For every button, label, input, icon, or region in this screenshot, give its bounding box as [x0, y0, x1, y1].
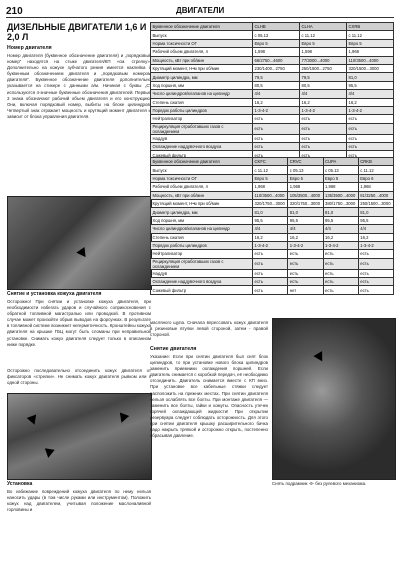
table-cell: 320/1500...3000 — [347, 64, 394, 72]
table-cell: 95,5 — [358, 216, 393, 224]
table-cell: 4/4 — [323, 225, 358, 233]
table-cell: 110/3500...4000 — [347, 56, 394, 64]
table-cell: Евро 6 — [358, 174, 393, 182]
table-cell: есть — [253, 151, 300, 159]
table-cell: есть — [347, 143, 394, 151]
table-cell: 1-3-4-2 — [323, 241, 358, 249]
table-cell: 16,2 — [323, 233, 358, 241]
paragraph-engine-number: Номер двигателя (буквенное обозначение двигателя) и „порядковый номер“ находятся на стыке двигателя/КП «см. стрелку». Дополнительно на кожухе зубчатого ремня имеется наклейка с буквенным обозначением двигателя и „порядковым номером двигателя“. Буквенное обозначение двигателя дополнительно указывается на стикере с данными а/м. Начиная с буквы „С“ используются 4-значные буквенные обозначения двигателей. Первые 3 знака обозначают рабочий объем двигателя и его конструкцию. Они, включая порядковый номер, выбиты на блоке цилиндров. Четвертый знак отражает мощность и крутящий момент двигателя и зависит от блока управления двигателя. — [7, 53, 151, 119]
table-row — [151, 225, 394, 233]
subframe-photo — [272, 318, 396, 480]
table-row — [151, 191, 394, 199]
row-label: Рабочий объем двигателя, л — [151, 183, 253, 191]
table-cell: есть — [253, 258, 288, 269]
paragraph-cover-removal: Осторожно последовательно отсоединить кожух двигателя от фиксаторов «стрелки». Не снимать кожух двигателя рывком или с одной стороны. — [7, 368, 151, 386]
page-header-title: ДВИГАТЕЛИ — [176, 6, 225, 15]
table-row — [151, 123, 394, 134]
table-cell: 81,0 — [253, 208, 288, 216]
arrow-icon — [76, 247, 89, 260]
table-row — [151, 208, 394, 216]
table-cell: 1,968 — [253, 183, 288, 191]
table-cell: 79,5 — [300, 73, 347, 81]
table-cell: с 11.12 — [300, 31, 347, 39]
row-label: Охлаждение наддувочного воздуха — [151, 143, 253, 151]
row-label: Охлаждение наддувочного воздуха — [151, 278, 253, 286]
table-cell: 81,0 — [323, 208, 358, 216]
row-label: Выпуск — [151, 166, 253, 174]
table-cell: 95,5 — [347, 81, 394, 89]
header-engine-code: CRKB — [358, 158, 393, 166]
table-row — [151, 81, 394, 89]
table-cell: с 05.13 — [253, 31, 300, 39]
table-row — [151, 64, 394, 72]
header-engine-code: CXRB — [347, 23, 394, 31]
table-cell: 80,5 — [300, 81, 347, 89]
paragraph-engine-removal: Указание: Если при снятии двигателя был снят блок цилиндров, то при установке нового блока цилиндров заменить приемники охлаждения поршней. Если двигатель снимается с коробкой передач, её необходимо отсоединить. Двигатель снимается вместе с КП вниз. При установке все кабельные стяжки следует расположить на прежних местах. При снятии двигателя нельзя ослаблять все болты. При монтаже двигателя — заменить все болты, гайки и хомуты. Опасность утечек горячей охлаждающей жидкости! При открытии резервуара следует соблюдать осторожность. Для этого при снятии двигателя крышку расширительного бачка надо накрыть тряпкой и осторожно открыть, постепенно сбрасывая давление. — [150, 354, 268, 439]
table-cell: 1-3-4-2 — [253, 241, 288, 249]
table-cell: 81,0 — [358, 208, 393, 216]
table-cell: с 05.13 — [288, 166, 323, 174]
table-cell: есть — [253, 286, 288, 294]
table-cell: 1-3-4-2 — [300, 106, 347, 114]
table-cell: есть — [253, 250, 288, 258]
table-row — [151, 48, 394, 56]
table-cell: есть — [253, 143, 300, 151]
table-cell: есть — [288, 278, 323, 286]
table-cell: есть — [358, 250, 393, 258]
table-cell: 81,0 — [288, 208, 323, 216]
table-cell: Евро 5 — [253, 39, 300, 47]
table-cell: есть — [253, 269, 288, 277]
table-row — [151, 286, 394, 294]
row-label: Число цилиндров/клапанов на цилиндр — [151, 225, 253, 233]
table-cell: есть — [323, 250, 358, 258]
table-cell: 1,598 — [300, 48, 347, 56]
row-label: Наддув — [151, 134, 253, 142]
engine-photo — [7, 196, 152, 290]
table-row — [151, 166, 394, 174]
table-cell: нет — [288, 286, 323, 294]
row-label: Степень сжатия — [151, 98, 253, 106]
table-cell: Евро 5 — [288, 174, 323, 182]
table-cell: 16,2 — [300, 98, 347, 106]
table-cell: есть — [358, 269, 393, 277]
arrow-icon — [313, 351, 326, 364]
header-engine-code: CLHB — [253, 23, 300, 31]
spec-table-2 — [150, 157, 394, 295]
row-label: Ход поршня, мм — [151, 216, 253, 224]
table-cell: 4/4 — [253, 90, 300, 98]
table-cell: 250/1500...2750 — [300, 64, 347, 72]
table-cell: есть — [323, 269, 358, 277]
table-cell: 16,2 — [253, 233, 288, 241]
table-cell: есть — [253, 123, 300, 134]
table-cell: есть — [253, 115, 300, 123]
table-cell: 16,2 — [253, 98, 300, 106]
header-engine-code: CLHA — [300, 23, 347, 31]
caption-subframe: Снять подрамник -9- без рулевого механизма. — [272, 481, 367, 486]
table-row — [151, 73, 394, 81]
table-row — [151, 56, 394, 64]
table-cell: 79,5 — [253, 73, 300, 81]
table-cell: 4/4 — [253, 225, 288, 233]
table-row — [151, 39, 394, 47]
table-row — [151, 31, 394, 39]
row-label: Рабочий объем двигателя, л — [151, 48, 253, 56]
spec-table-1 — [150, 22, 394, 160]
table-cell: есть — [347, 134, 394, 142]
row-label: Число цилиндров/клапанов на цилиндр — [151, 90, 253, 98]
table-cell: есть — [358, 286, 393, 294]
subheading-engine-number: Номер двигателя — [7, 45, 52, 51]
row-label: Диаметр цилиндра, мм — [151, 73, 253, 81]
table-cell: 4/4 — [358, 225, 393, 233]
table-cell: есть — [323, 278, 358, 286]
row-label: Норма токсичности ОГ — [151, 174, 253, 182]
table-cell: 1,598 — [253, 48, 300, 56]
table-cell: есть — [300, 143, 347, 151]
table-cell: 16,2 — [358, 233, 393, 241]
table-cell: есть — [253, 278, 288, 286]
table-cell: 4/4 — [288, 225, 323, 233]
table-cell: 1-3-4-2 — [288, 241, 323, 249]
table-row — [151, 269, 394, 277]
table-cell: Евро 5 — [300, 39, 347, 47]
table-cell: есть — [323, 258, 358, 269]
row-label: Порядок работы цилиндров — [151, 106, 253, 114]
table-row — [151, 106, 394, 114]
header-label: Буквенное обозначение двигателя — [151, 158, 253, 166]
table-cell: 1,968 — [347, 48, 394, 56]
row-label: Сажевый фильтр — [151, 286, 253, 294]
engine-cover-photo — [7, 393, 152, 480]
row-label: Диаметр цилиндра, мм — [151, 208, 253, 216]
table-cell: есть — [323, 286, 358, 294]
paragraph-installation: Во избежание повреждений кожуха двигателя по нему нельзя наносить удары (в том числе руками или инструментом). Положить кожух над двигателем, учитывая положение маслоналивной горловины и — [7, 489, 151, 513]
table-cell: с 11.12 — [347, 31, 394, 39]
row-label: Крутящий момент, Н•м при об/мин — [151, 64, 253, 72]
row-label: Крутящий момент, Н•м при об/мин — [151, 199, 253, 207]
table-cell: 4/4 — [347, 90, 394, 98]
table-cell: есть — [358, 258, 393, 269]
table-header-row — [151, 23, 394, 31]
row-label: Степень сжатия — [151, 233, 253, 241]
table-cell: 1-3-4-2 — [347, 106, 394, 114]
table-cell: есть — [347, 123, 394, 134]
table-cell: Евро 5 — [323, 174, 358, 182]
table-cell: есть — [347, 115, 394, 123]
subheading-engine-removal: Снятие двигателя — [150, 346, 197, 352]
table-cell: 1-3-4-2 — [253, 106, 300, 114]
table-cell: с 11.12 — [253, 166, 288, 174]
table-cell: есть — [288, 250, 323, 258]
arrow-icon — [27, 415, 39, 427]
table-cell: есть — [288, 258, 323, 269]
header-label: Буквенное обозначение двигателя — [151, 23, 253, 31]
table-row — [151, 174, 394, 182]
row-label: Мощность, кВт при об/мин — [151, 56, 253, 64]
table-cell: есть — [253, 134, 300, 142]
table-cell: 320/1750...3000 — [253, 199, 288, 207]
row-label: Мощность, кВт при об/мин — [151, 191, 253, 199]
table-cell: 81/3250...4000 — [358, 191, 393, 199]
caption-cover-removal: Снятие и установка кожуха двигателя — [7, 291, 102, 297]
table-row — [151, 98, 394, 106]
page-number: 210 — [6, 6, 23, 17]
table-row — [151, 90, 394, 98]
table-cell: 1,968 — [358, 183, 393, 191]
table-cell: с 05.13 — [323, 166, 358, 174]
table-cell: 66/2750...4600 — [253, 56, 300, 64]
table-cell: 230/1400...2750 — [253, 64, 300, 72]
table-cell: Евро 5 — [347, 39, 394, 47]
header-engine-code: CRVC — [288, 158, 323, 166]
table-cell: 110/3500...4000 — [253, 191, 288, 199]
header-engine-code: CKFC — [253, 158, 288, 166]
table-cell: 1,968 — [288, 183, 323, 191]
table-row — [151, 183, 394, 191]
table-cell: есть — [300, 123, 347, 134]
table-row — [151, 216, 394, 224]
table-cell: 135/3500...4000 — [323, 191, 358, 199]
table-cell: 81,0 — [347, 73, 394, 81]
table-row — [151, 241, 394, 249]
table-cell: есть — [347, 151, 394, 159]
table-row — [151, 134, 394, 142]
table-row — [151, 278, 394, 286]
row-label: Нейтрализатор — [151, 250, 253, 258]
table-cell: 1-3-4-2 — [358, 241, 393, 249]
table-cell: 4/4 — [300, 90, 347, 98]
table-cell: 250/1500...3000 — [358, 199, 393, 207]
row-label: Рециркуляция отработавших газов с охлаждением — [151, 258, 253, 269]
table-cell: Евро 5 — [253, 174, 288, 182]
section-title: ДИЗЕЛЬНЫЕ ДВИГАТЕЛИ 1,6 И 2,0 Л — [7, 22, 147, 42]
table-row — [151, 258, 394, 269]
row-label: Нейтрализатор — [151, 115, 253, 123]
table-cell: есть — [300, 151, 347, 159]
table-cell: 95,5 — [253, 216, 288, 224]
table-cell: 95,5 — [288, 216, 323, 224]
header-rule — [6, 17, 394, 18]
table-header-row — [151, 158, 394, 166]
table-cell: 105/3500...4000 — [288, 191, 323, 199]
table-row — [151, 115, 394, 123]
row-label: Порядок работы цилиндров — [151, 241, 253, 249]
table-cell: есть — [288, 269, 323, 277]
arrow-icon — [43, 448, 54, 459]
table-cell: 95,5 — [323, 216, 358, 224]
row-label: Сажевый фильтр — [151, 151, 253, 159]
row-label: Выпуск — [151, 31, 253, 39]
row-label: Норма токсичности ОГ — [151, 39, 253, 47]
table-cell: 1,968 — [323, 183, 358, 191]
table-cell: 77/3000...4000 — [300, 56, 347, 64]
table-cell: 16,2 — [347, 98, 394, 106]
row-label: Наддув — [151, 269, 253, 277]
caption-installation: Установка — [7, 481, 33, 487]
table-cell: 380/1750...3000 — [323, 199, 358, 207]
table-cell: с 11.12 — [358, 166, 393, 174]
table-cell: есть — [358, 278, 393, 286]
table-cell: есть — [300, 115, 347, 123]
table-row — [151, 199, 394, 207]
table-cell: 320/1750...3000 — [288, 199, 323, 207]
table-row — [151, 143, 394, 151]
header-engine-code: CUPA — [323, 158, 358, 166]
table-row — [151, 250, 394, 258]
paragraph-install-continuation: масляного щупа. Сначала впрессовать кожух двигателя в резиновые втулки левой стороной, затем - правой стороной. — [150, 320, 268, 338]
row-label: Рециркуляция отработавших газов с охлаждением — [151, 123, 253, 134]
table-cell: есть — [300, 134, 347, 142]
table-cell: 16,2 — [288, 233, 323, 241]
row-label: Ход поршня, мм — [151, 81, 253, 89]
paragraph-cover-warning: Осторожно! При снятии и установке кожуха двигателя, при необходимости избегать ударов и случайного соприкосновения с обратной топливной магистралью или проводкой. В противном случае может произойти обрыв выводов на форсунках. В результате в топливной системе возникнет негерметичность. Кронштейны кожуха двигателя на крышке ГБЦ могут быть сломаны при неправильной установке. Снимать кожух двигателя следует только в описанном ниже порядке. — [7, 299, 151, 347]
arrow-icon — [117, 413, 129, 425]
table-cell: 80,5 — [253, 81, 300, 89]
table-row — [151, 233, 394, 241]
